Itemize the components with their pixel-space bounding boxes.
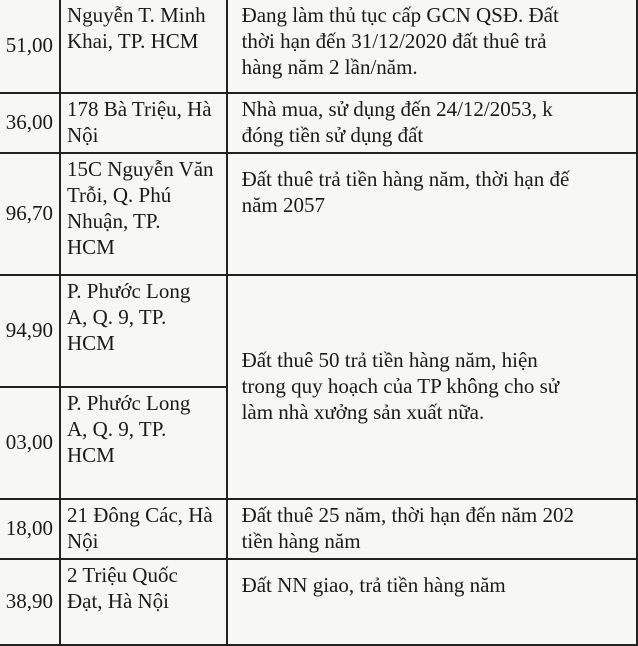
address-line: 178 Bà Triệu, Hà (66, 97, 212, 121)
address-line: Khai, TP. HCM (66, 29, 199, 53)
note-line: đóng tiền sử dụng đất (241, 123, 424, 147)
address-line: Đạt, Hà Nội (66, 589, 170, 613)
note-cell (227, 559, 637, 645)
note-line: Đang làm thủ tục cấp GCN QSĐ. Đất (241, 3, 559, 27)
address-line: A, Q. 9, TP. (66, 417, 167, 441)
note-line: thời hạn đến 31/12/2020 đất thuê trả (241, 29, 547, 53)
note-line: năm 2057 (241, 193, 325, 217)
table-row (0, 499, 637, 559)
address-line: HCM (66, 443, 115, 467)
note-line: Nhà mua, sử dụng đến 24/12/2053, k (241, 97, 553, 121)
area-cell: 18,00 (0, 499, 60, 559)
area-cell: 36,00 (0, 93, 60, 153)
note-line: hàng năm 2 lần/năm. (241, 55, 418, 79)
merged-note-cell (227, 275, 637, 499)
note-line: tiền hàng năm (241, 529, 361, 553)
address-line: Nội (66, 529, 99, 553)
note-cell (227, 0, 637, 93)
address-line: Nguyễn T. Minh (66, 3, 206, 27)
note-cell (227, 499, 637, 559)
table-row (0, 275, 637, 387)
address-cell (60, 275, 227, 387)
note-cell (227, 93, 637, 153)
note-cell (227, 153, 637, 275)
area-cell: 96,70 (0, 153, 60, 275)
address-cell (60, 93, 227, 153)
table-row (0, 153, 637, 275)
address-line: P. Phước Long (66, 391, 191, 415)
address-cell (60, 499, 227, 559)
note-line: Đất NN giao, trả tiền hàng năm (241, 573, 506, 597)
area-cell: 51,00 (0, 0, 60, 93)
note-line: Đất thuê 25 năm, thời hạn đến năm 202 (241, 503, 575, 527)
address-line: Nội (66, 123, 99, 147)
address-line: HCM (66, 331, 115, 355)
table-row (0, 559, 637, 645)
table-row (0, 93, 637, 153)
address-line: Trỗi, Q. Phú (66, 183, 172, 207)
address-line: 2 Triệu Quốc (66, 563, 178, 587)
table-row (0, 0, 637, 93)
address-cell (60, 0, 227, 93)
note-line: Đất thuê trả tiền hàng năm, thời hạn đế (241, 167, 570, 191)
note-line: trong quy hoạch của TP không cho sử (241, 374, 560, 398)
address-line: 15C Nguyễn Văn (66, 157, 214, 181)
address-line: HCM (66, 235, 115, 259)
address-cell (60, 153, 227, 275)
address-line: 21 Đông Các, Hà (66, 503, 213, 527)
area-cell: 38,90 (0, 559, 60, 645)
note-line: Đất thuê 50 trả tiền hàng năm, hiện (241, 348, 538, 372)
address-line: A, Q. 9, TP. (66, 305, 167, 329)
address-cell (60, 559, 227, 645)
area-cell: 03,00 (0, 387, 60, 499)
address-line: Nhuận, TP. (66, 209, 161, 233)
address-cell (60, 387, 227, 499)
address-line: P. Phước Long (66, 279, 191, 303)
area-cell: 94,90 (0, 275, 60, 387)
note-line: làm nhà xưởng sản xuất nữa. (241, 400, 485, 424)
